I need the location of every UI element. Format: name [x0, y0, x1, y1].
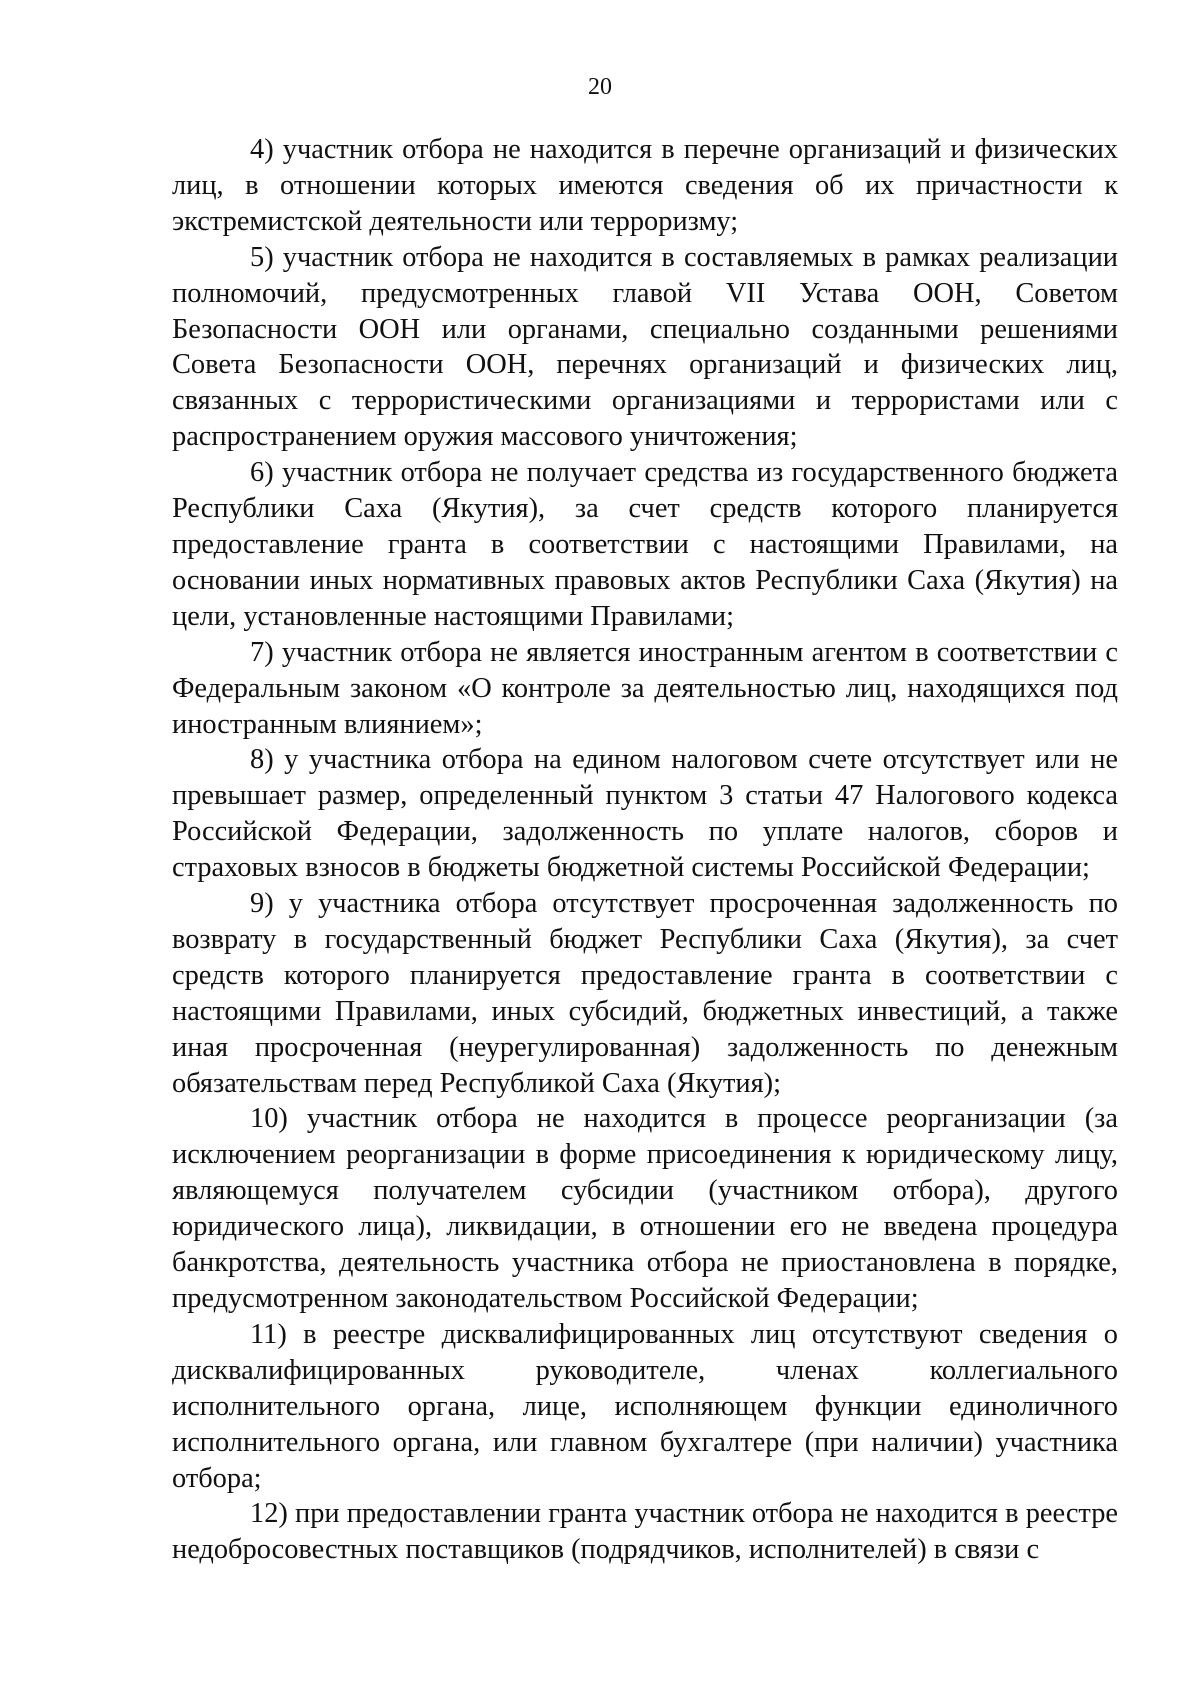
paragraph-item-11: 11) в реестре дисквалифицированных лиц отсутствуют сведения о дисквалифицированных руководителе, членах коллегиального исполнительного органа, лице, исполняющем функции единоличного исполнительного органа, или главном бухгалтере (при наличии) участника отбора; — [172, 1318, 1118, 1494]
paragraph-item-5: 5) участник отбора не находится в составляемых в рамках реализации полномочий, предусмотренных главой VII Устава ООН, Советом Безопасности ООН или органами, специально созданными решениями Совета Безопасности ООН, перечнях организаций и физических лиц, связанных с террористическими организациями и террористами или с распространением оружия массового уничтожения; — [172, 241, 1118, 453]
paragraph-item-9: 9) у участника отбора отсутствует просроченная задолженность по возврату в государственный бюджет Республики Саха (Якутия), за счет средств которого планируется предоставление гранта в соответствии с настоящими Правилами, иных субсидий, бюджетных инвестиций, а также иная просроченная (неурегулированная) задолженность по денежным обязательствам перед Республикой Саха (Якутия); — [172, 888, 1118, 1099]
paragraph-item-6: 6) участник отбора не получает средства из государственного бюджета Республики Саха (Якутия), за счет средств которого планируется предоставление гранта в соответствии с настоящими Правилами, на основании иных нормативных правовых актов Республики Саха (Якутия) на цели, установленные настоящими Правилами; — [172, 457, 1118, 632]
page-number: 20 — [588, 74, 612, 100]
document-body — [172, 132, 1118, 1568]
paragraph-item-8: 8) у участника отбора на едином налоговом счете отсутствует или не превышает размер, определенный пунктом 3 статьи 47 Налогового кодекса Российской Федерации, задолженность по уплате налогов, сборов и страховых взносов в бюджеты бюджетной системы Российской Федерации; — [172, 744, 1118, 884]
paragraph-item-10: 10) участник отбора не находится в процессе реорганизации (за исключением реорганизации в форме присоединения к юридическому лицу, являющемуся получателем субсидии (участником отбора), другого юридического лица), ликвидации, в отношении его не введена процедура банкротства, деятельность участника отбора не приостановлена в порядке, предусмотренном законодательством Российской Федерации; — [172, 1103, 1118, 1314]
paragraph-item-7: 7) участник отбора не является иностранным агентом в соответствии с Федеральным законом «О контроле за деятельностью лиц, находящихся под иностранным влиянием»; — [172, 636, 1118, 740]
paragraph-item-12: 12) при предоставлении гранта участник отбора не находится в реестре недобросовестных поставщиков (подрядчиков, исполнителей) в связи с — [172, 1498, 1118, 1566]
paragraph-item-4: 4) участник отбора не находится в перечне организаций и физических лиц, в отношении которых имеются сведения об их причастности к экстремистской деятельности или терроризму; — [172, 134, 1118, 237]
